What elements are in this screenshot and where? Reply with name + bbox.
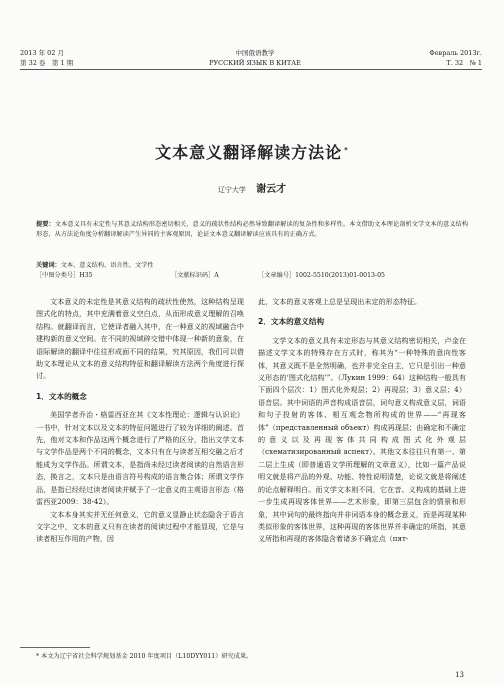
abstract-text: 文本意义具有未定性与其意义结构形态密切相关，意义的疏状性结构必然导致翻译解读的复杂性和多样性。本文借助文本理论剖析文学文本的意义结构形态，从方法论角度分析翻译解读产生异同的主客观原因，论证文本意义翻译解读应该具有的正确方式。: [36, 221, 469, 238]
section-heading-1: 1．文本的概念: [36, 391, 87, 401]
author-line: [0, 180, 504, 195]
clc-number: ［中图分类号］H35: [36, 272, 93, 279]
article-number: ［文章编号］1002-5510(2013)01-0013-05: [258, 272, 385, 279]
journal-name-russian: РУССКИЙ ЯЗЫК В КИТАЕ: [209, 59, 301, 67]
header-volume-russian: Т. 32 № 1: [446, 59, 482, 67]
document-code: ［文献标识码］A: [171, 272, 219, 279]
paragraph: 此，文本的意义客观上总是呈现出未定的形态特征。: [258, 297, 422, 306]
header-date-russian: Февраль 2013г.: [429, 49, 482, 57]
header-date: 2013 年 02 月: [20, 49, 65, 57]
page-number: 13: [455, 671, 464, 679]
author-affiliation: 辽宁大学: [217, 186, 246, 194]
header-left: [20, 48, 140, 68]
paragraph: 文本本身其实并无任何意义，它的意义显静止状态隐含于语言文字之中，文本的意义只有在读者的阅读过程中才能显现，它是与读者相互作用的产物，因: [36, 509, 244, 544]
keywords-text: 文本、意义结构、语言性、文学性: [60, 262, 154, 269]
footnote-rule: [20, 647, 90, 648]
paragraph: 文本意义的未定性是其意义结构的疏状性使然，这种结构呈现图式化的特点，其中充满着意义空白点，从而形成意义理解的召唤结构。就翻译而言，它使译者融入其中，在一种意义的视域融合中建构新的意义空间。在不同的视域碎交错中体现一种新的意象，在语际解读的翻译中往往形成面不同的结果，究其原因，我们可以借助文本理论从文本的意义结构特征和翻译解读方法两个角度进行探讨。: [36, 297, 244, 381]
header-rule: [20, 69, 482, 70]
keywords-label: 关键词：: [36, 262, 61, 269]
title-footnote-mark: *: [344, 145, 349, 154]
paragraph: 文学文本的意义具有未定形态与其意义结构密切相关，卢金在描述文学文本的特殊存在方式时，称其为“一种特殊的意向性客体，其意义既不是全然明确，也并非完全自主，它只是引出一种意义形态的‘图式化结构’”。（Лукин 1999：64）这种结构一般具有下面四个层次：1）图式化外观层；2）再现层；3）意义层；4）语音层。其中词语的声音构成语音层，词句意义构成意义层，词语和句子投射的客体、相互观念物所构成的世界——“再现客体”（представленный объект）构成再现层；由确定和不确定的意义以及再现客体共同构成图式化外观层（схематизированный аспект）。其他文本往往只有第一、第二层上生成（即普通语文学所理解的文章意义），比如一篇产品说明文就是将产品的外观、功能、特性说明清楚，论说文就是将阐述的论点解释明白。而文学文本则不同，它在音、义构成的基础上进一步生成再现客体世界——艺术形象，即第三层包含的情景和形象，其中词句的最终指向并非词语本身的概念意义，而是再现某种类似形象的客体世界，这种再现的客体世界并非确定的所指，其意义所指和再现的客体隐含着诸多不确定点（пят-: [258, 335, 466, 544]
journal-name-chinese: 中国俄语教学: [235, 49, 275, 57]
section-heading-2: 2．文本的意义结构: [258, 317, 325, 327]
right-column: [258, 296, 466, 546]
header-right: [362, 48, 482, 68]
article-title-text: 文本意义翻译解读方法论: [155, 143, 343, 162]
paragraph: 美国学者乔治・格雷西亚在其《文本性理论：逻辑与认识论》一书中，针对文本以及文本的特征问题进行了较为详细的阐述。首先，他对文本和作品这两个概念进行了严格的区分，指出文学文本与文学作品是两个不同的概念，文本只有在与读者互相交融之后才能成为文学作品。所谓文本，是指尚未经过读者阅读的自然语言形态，换言之，文本只是由语言符号构成的语言集合体；所谓文学作品，是指已经经过读者阅读并赋予了一定意义的主观语言形态（格雷西亚2009：38-42）。: [36, 410, 244, 507]
keywords: [36, 261, 468, 271]
author-name: 谢云才: [256, 184, 287, 195]
abstract: [36, 220, 468, 240]
left-column: [36, 296, 244, 546]
footnote: * 本文为辽宁省社会科学规划基金 2010 年度项目（L10DYY011）研究成果。: [36, 653, 253, 660]
header-volume: 第 32 卷 第 1 期: [20, 59, 74, 67]
abstract-label: 提要：: [36, 221, 55, 228]
article-title: [0, 140, 504, 163]
header-center: [180, 48, 330, 68]
